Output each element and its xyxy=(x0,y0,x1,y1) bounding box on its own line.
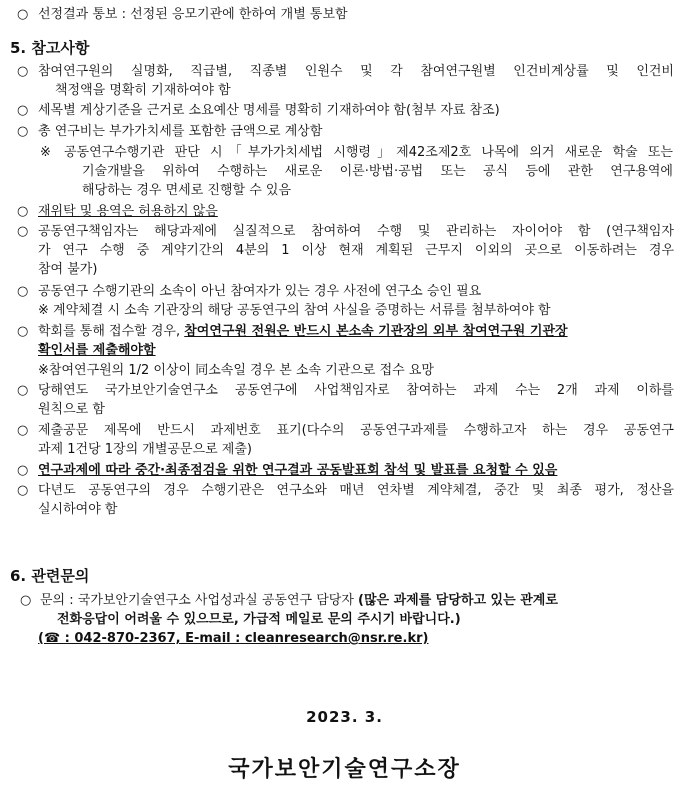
bullet-icon: ○ xyxy=(17,483,29,498)
document-date: 2023. 3. xyxy=(306,708,383,726)
ref-item-6: 공동연구 수행기관의 소속이 아닌 참여자가 있는 경우 사전에 연구소 승인 필요 xyxy=(38,284,482,299)
ref-item-11: 다년도 공동연구의 경우 수행기관은 연구소와 매년 연차별 계약체결, 중간 및 최종 평가, 정산을 xyxy=(38,483,674,498)
ref-item-6-note: ※ 계약체결 시 소속 기관장의 해당 공동연구의 참여 사실을 증명하는 서류를 첨부하여야 함 xyxy=(38,303,551,318)
bullet-icon: ○ xyxy=(17,324,29,339)
contact-info: 문의 : 국가보안기술연구소 사업성과실 공동연구 담당자 xyxy=(40,593,359,608)
ref-item-9-cont: 과제 1건당 1장의 개별공문으로 제출) xyxy=(38,442,252,457)
note-mark-icon: ※ xyxy=(40,145,51,160)
ref-item-8: 당해연도 국가보안기술연구소 공동연구에 사업책임자로 참여하는 과제 수는 2개 과제 이하를 xyxy=(38,383,674,398)
bullet-icon: ○ xyxy=(17,383,29,398)
bullet-icon: ○ xyxy=(17,7,29,22)
issuer-signature: 국가보안기술연구소장 xyxy=(228,757,461,782)
bullet-icon: ○ xyxy=(17,204,29,219)
ref-item-3-note-cont: 해당하는 경우 면세로 진행할 수 있음 xyxy=(82,183,292,198)
section-5-title: 5. 참고사항 xyxy=(10,39,90,57)
selection-notice: 선정결과 통보 : 선정된 응모기관에 한하여 개별 통보함 xyxy=(38,7,348,22)
ref-item-7-cont: 확인서를 제출해야함 xyxy=(38,343,156,358)
section-6-title: 6. 관련문의 xyxy=(10,567,90,585)
bullet-icon: ○ xyxy=(17,103,29,118)
bullet-icon: ○ xyxy=(17,124,29,139)
ref-item-2: 세목별 계상기준을 근거로 소요예산 명세를 명확히 기재하여야 함(첨부 자료 참조) xyxy=(38,103,500,118)
ref-item-8-cont: 원칙으로 함 xyxy=(38,402,105,417)
bullet-icon: ○ xyxy=(20,593,32,608)
ref-item-5-cont: 참여 불가) xyxy=(38,262,98,277)
ref-item-5-cont: 가 연구 수행 중 계약기간의 4분의 1 이상 현재 계획된 근무지 이외의 곳으로 이동하려는 경우 xyxy=(38,243,674,258)
ref-item-9: 제출공문 제목에 반드시 과제번호 표기(다수의 공동연구과제를 수행하고자 하는 경우 공동연구 xyxy=(38,423,674,438)
ref-item-10: 연구과제에 따라 중간·최종점검을 위한 연구결과 공동발표회 참석 및 발표를 요청할 수 있음 xyxy=(38,463,558,478)
ref-item-3-note-cont: 기술개발을 위하여 수행하는 새로운 이론·방법·공법 또는 공식 등에 관한 연구용역에 xyxy=(82,164,673,179)
contact-notice: (많은 과제를 담당하고 있는 관계로 xyxy=(358,593,558,608)
ref-item-1-cont: 책정액을 명확히 기재하여야 함 xyxy=(55,83,231,98)
bullet-icon: ○ xyxy=(17,423,29,438)
ref-item-7-pre: 학회를 통해 접수할 경우, xyxy=(38,324,185,339)
bullet-icon: ○ xyxy=(17,64,29,79)
contact-notice-cont: 전화응답이 어려울 수 있으므로, 가급적 메일로 문의 주시기 바랍니다.) xyxy=(57,612,461,627)
ref-item-3: 총 연구비는 부가가치세를 포함한 금액으로 계상함 xyxy=(38,124,323,139)
bullet-icon: ○ xyxy=(17,224,29,239)
contact-line xyxy=(40,591,558,610)
ref-item-4: 재위탁 및 용역은 허용하지 않음 xyxy=(38,204,218,219)
ref-item-3-note: 공동연구수행기관 판단 시「부가가치세법 시행령」제42조제2호 나목에 의거 새로운 학술 또는 xyxy=(64,145,673,160)
bullet-icon: ○ xyxy=(17,284,29,299)
contact-details: (☎ : 042-870-2367, E-mail : cleanresearch@nsr.re.kr) xyxy=(38,631,429,646)
ref-item-7 xyxy=(38,322,568,341)
bullet-icon: ○ xyxy=(17,463,29,478)
ref-item-11-cont: 실시하여야 함 xyxy=(38,502,118,517)
ref-item-7-note: ※참여연구원의 1/2 이상이 同소속일 경우 본 소속 기관으로 접수 요망 xyxy=(38,363,434,378)
ref-item-7-emphasis: 참여연구원 전원은 반드시 본소속 기관장의 외부 참여연구원 기관장 xyxy=(184,324,568,339)
ref-item-5: 공동연구책임자는 해당과제에 실질적으로 참여하여 수행 및 관리하는 자이어야 함 (연구책임자 xyxy=(38,224,674,239)
ref-item-1: 참여연구원의 실명화, 직급별, 직종별 인원수 및 각 참여연구원별 인건비계상률 및 인건비 xyxy=(38,64,674,79)
